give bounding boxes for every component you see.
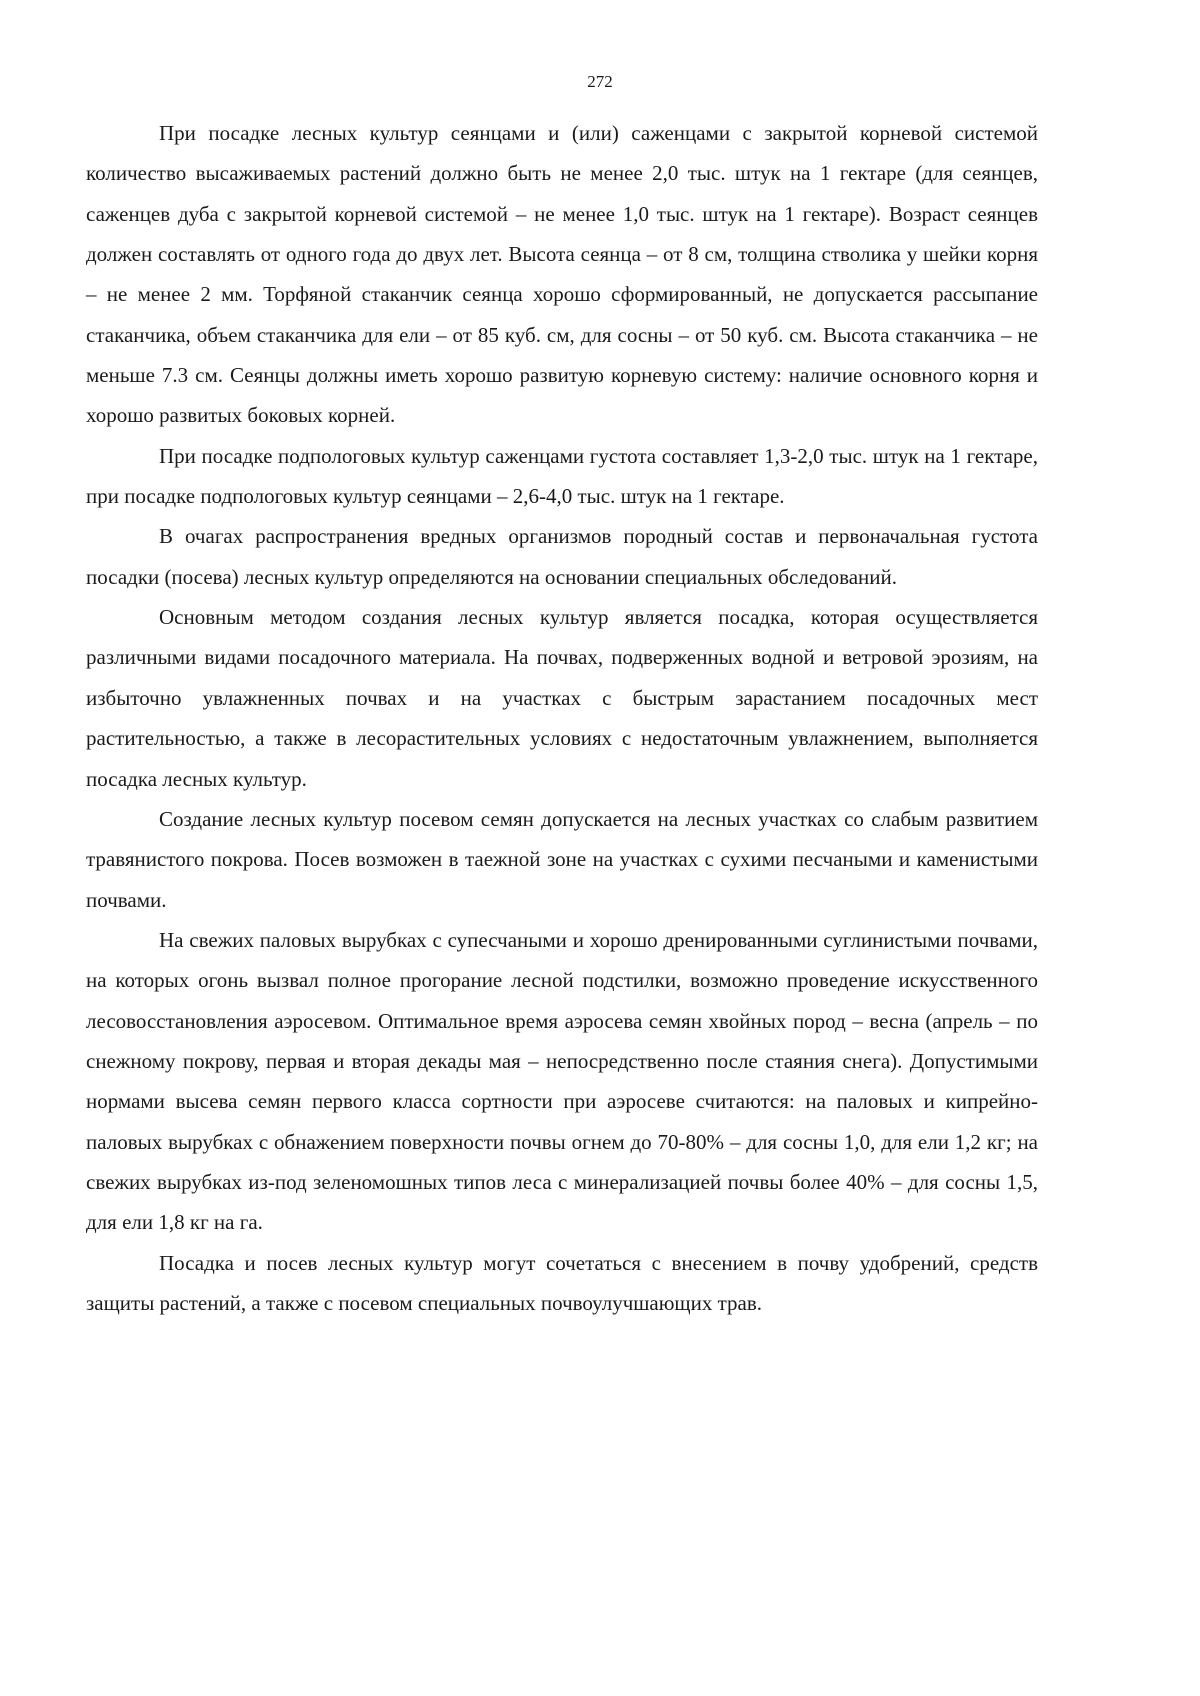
paragraph-fertilizers: Посадка и посев лесных культур могут сочетаться с внесением в почву удобрений, средств защиты растений, а также с посевом специальных почвоулучшающих трав. <box>86 1250 1038 1315</box>
paragraph-aerial-sowing: На свежих паловых вырубках с супесчаными и хорошо дренированными суглинистыми почвами, на которых огонь вызвал полное прогорание лесной подстилки, возможно проведение искусственного лесовосстановления аэросевом. Оптимальное время аэросева семян хвойных пород – весна (апрель – по снежному покрову, первая и вторая декады мая – непосредственно после стаяния снега). Допустимыми нормами высева семян первого класса сортности при аэросеве считаются: на паловых и кипрейно-паловых вырубках с обнажением поверхности почвы огнем до 70-80% – для сосны 1,0, для ели 1,2 кг; на свежих вырубках из-под зеленомошных типов леса с минерализацией почвы более 40% – для сосны 1,5, для ели 1,8 кг на га. <box>86 927 1038 1235</box>
body-text <box>86 113 1038 1323</box>
paragraph-seedlings-closed-root: При посадке лесных культур сеянцами и (или) саженцами с закрытой корневой системой количество высаживаемых растений должно быть не менее 2,0 тыс. штук на 1 гектаре (для сеянцев, саженцев дуба с закрытой корневой системой – не менее 1,0 тыс. штук на 1 гектаре). Возраст сеянцев должен составлять от одного года до двух лет. Высота сеянца – от 8 см, толщина стволика у шейки корня – не менее 2 мм. Торфяной стаканчик сеянца хорошо сформированный, не допускается рассыпание стаканчика, объем стаканчика для ели – от 85 куб. см, для сосны – от 50 куб. см. Высота стаканчика – не меньше 7.3 см. Сеянцы должны иметь хорошо развитую корневую систему: наличие основного корня и хорошо развитых боковых корней. <box>86 121 1038 428</box>
page-number: 272 <box>587 72 613 91</box>
paragraph-planting-method: Основным методом создания лесных культур является посадка, которая осуществляется различными видами посадочного материала. На почвах, подверженных водной и ветровой эрозиям, на избыточно увлажненных почвах и на участках с быстрым зарастанием посадочных мест растительностью, а также в лесорастительных условиях с недостаточным увлажнением, выполняется посадка лесных культур. <box>86 605 1038 791</box>
paragraph-pest-foci: В очагах распространения вредных организмов породный состав и первоначальная густота посадки (посева) лесных культур определяются на основании специальных обследований. <box>86 524 1038 589</box>
paragraph-sowing: Создание лесных культур посевом семян допускается на лесных участках со слабым развитием травянистого покрова. Посев возможен в таежной зоне на участках с сухими песчаными и каменистыми почвами. <box>86 806 1038 912</box>
paragraph-underplanting-density: При посадке подпологовых культур саженцами густота составляет 1,3-2,0 тыс. штук на 1 гектаре, при посадке подпологовых культур сеянцами – 2,6-4,0 тыс. штук на 1 гектаре. <box>86 443 1038 509</box>
